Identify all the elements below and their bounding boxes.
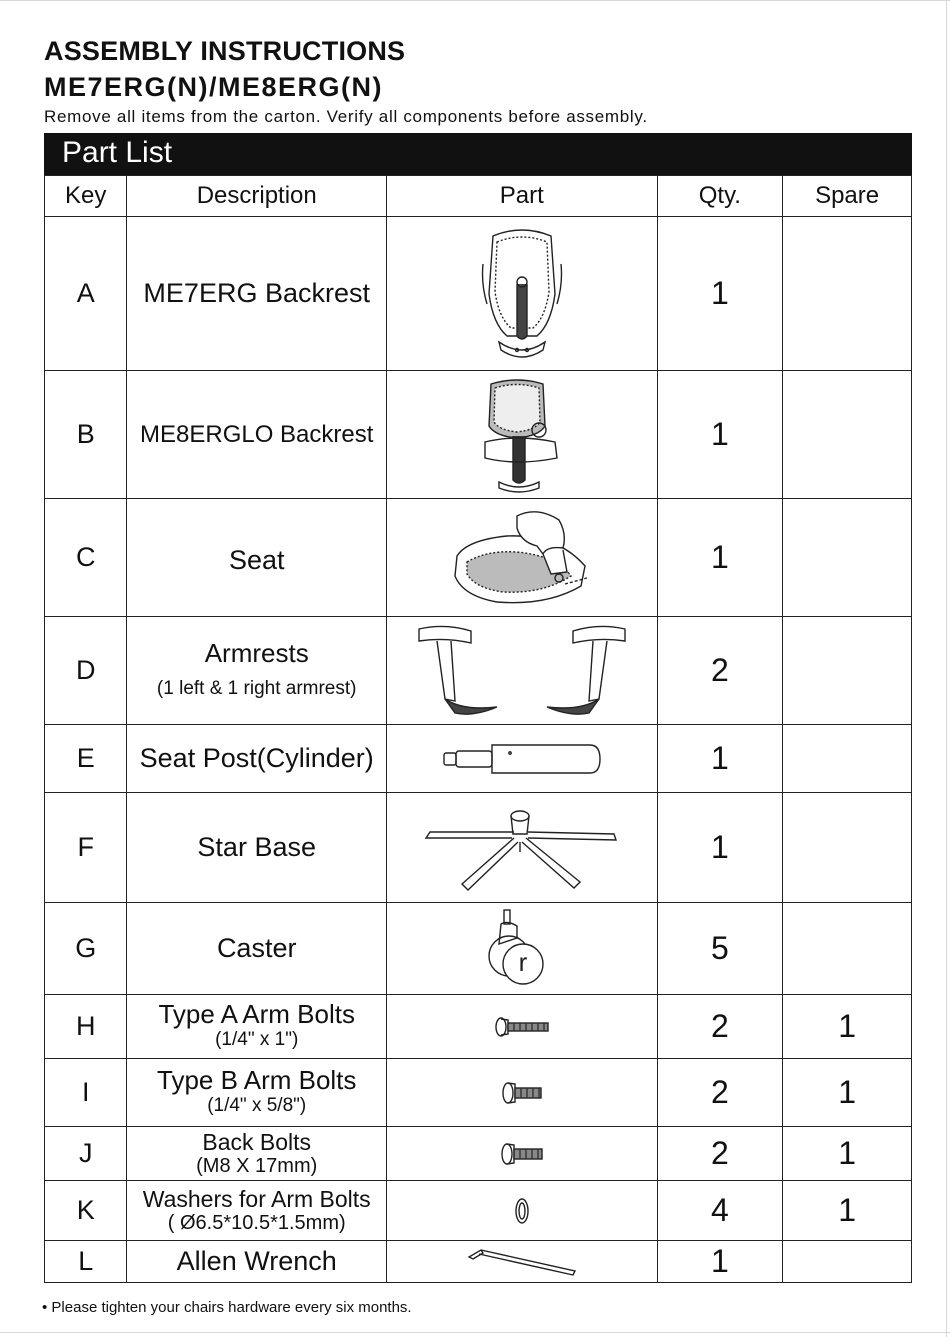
table-row: [45, 617, 912, 725]
description-text: Type B Arm Bolts: [157, 1064, 357, 1095]
description-text: Seat Post(Cylinder): [139, 743, 374, 774]
row-part: [386, 1127, 657, 1181]
table-row: [45, 725, 912, 793]
row-description: [127, 1181, 386, 1241]
row-qty: 4: [657, 1181, 783, 1241]
page-border-bottom: [0, 1332, 950, 1333]
page-border-top: [0, 0, 950, 1]
row-part: [386, 995, 657, 1059]
header-part: Part: [386, 176, 657, 217]
description-text: Star Base: [197, 832, 316, 863]
row-description: [127, 793, 386, 903]
row-key: L: [45, 1241, 127, 1283]
bolt-long-icon: [492, 1015, 552, 1039]
table-row: [45, 371, 912, 499]
seat-icon: [447, 506, 597, 610]
row-qty: 5: [657, 903, 783, 995]
description-text: Back Bolts: [202, 1129, 312, 1156]
row-part: [386, 1241, 657, 1283]
row-spare: [783, 217, 912, 371]
row-qty: 1: [657, 499, 783, 617]
row-part: [386, 1059, 657, 1127]
row-key: A: [45, 217, 127, 371]
table-row: [45, 217, 912, 371]
row-part: [386, 617, 657, 725]
header-key: Key: [45, 176, 127, 217]
table-row: [45, 1181, 912, 1241]
row-spare: [783, 903, 912, 995]
row-spare: 1: [783, 995, 912, 1059]
description-text: Caster: [216, 933, 297, 964]
cylinder-icon: [440, 741, 604, 777]
row-key: K: [45, 1181, 127, 1241]
row-qty: 1: [657, 371, 783, 499]
description-text: Washers for Arm Bolts: [142, 1186, 371, 1213]
row-key: J: [45, 1127, 127, 1181]
description-text: ME7ERG Backrest: [143, 278, 370, 309]
document-title: ASSEMBLY INSTRUCTIONS: [44, 36, 406, 66]
row-part: [386, 1181, 657, 1241]
row-key: I: [45, 1059, 127, 1127]
armrests-icon: [415, 621, 629, 721]
description-text: ME8ERGLO Backrest: [140, 420, 374, 448]
row-description: [127, 1059, 386, 1127]
row-spare: [783, 725, 912, 793]
backrest-icon: [477, 224, 567, 364]
section-banner: [44, 133, 912, 175]
header-description: Description: [127, 176, 386, 217]
row-description: [127, 903, 386, 995]
row-qty: 1: [657, 217, 783, 371]
row-description: [127, 617, 386, 725]
row-part: [386, 217, 657, 371]
washer-icon: [512, 1195, 532, 1227]
row-spare: 1: [783, 1181, 912, 1241]
description-subtext: (1 left & 1 right armrest): [156, 677, 357, 699]
back-bolt-icon: [498, 1141, 546, 1167]
star-base-icon: [422, 798, 622, 898]
description-text: Allen Wrench: [176, 1246, 337, 1277]
table-row: [45, 1127, 912, 1181]
bolt-short-icon: [499, 1080, 545, 1106]
caster-label: r: [518, 946, 528, 977]
row-key: D: [45, 617, 127, 725]
row-description: [127, 1241, 386, 1283]
row-qty: 2: [657, 617, 783, 725]
row-key: G: [45, 903, 127, 995]
row-description: [127, 371, 386, 499]
description-subtext: (M8 X 17mm): [196, 1154, 318, 1177]
row-spare: [783, 793, 912, 903]
row-qty: 1: [657, 725, 783, 793]
row-key: H: [45, 995, 127, 1059]
table-row: [45, 793, 912, 903]
row-spare: 1: [783, 1127, 912, 1181]
table-row: [45, 1059, 912, 1127]
row-part: [386, 793, 657, 903]
description-text: Type A Arm Bolts: [158, 998, 355, 1029]
table-row: [45, 995, 912, 1059]
row-qty: 2: [657, 1059, 783, 1127]
parts-table: [44, 175, 912, 1283]
header-qty: Qty.: [657, 176, 783, 217]
description-text: Armrests: [204, 637, 309, 668]
row-key: C: [45, 499, 127, 617]
row-part: [386, 903, 657, 995]
row-part: [386, 371, 657, 499]
header-spare: Spare: [783, 176, 912, 217]
maintenance-note: • Please tighten your chairs hardware every six months.: [42, 1299, 412, 1316]
row-spare: 1: [783, 1059, 912, 1127]
row-qty: 1: [657, 1241, 783, 1283]
description-subtext: (1/4" x 5/8"): [207, 1094, 307, 1116]
allen-wrench-icon: [467, 1247, 577, 1277]
description-subtext: (1/4" x 1"): [215, 1028, 299, 1050]
backrest-low-icon: [477, 376, 567, 494]
description-subtext: ( Ø6.5*10.5*1.5mm): [167, 1211, 346, 1234]
row-description: [127, 499, 386, 617]
row-spare: [783, 1241, 912, 1283]
row-part: [386, 725, 657, 793]
row-description: [127, 1127, 386, 1181]
row-description: [127, 725, 386, 793]
row-key: E: [45, 725, 127, 793]
row-spare: [783, 371, 912, 499]
row-qty: 1: [657, 793, 783, 903]
row-spare: [783, 617, 912, 725]
page-border-right: [946, 0, 947, 1337]
row-part: [386, 499, 657, 617]
table-header-row: [45, 176, 912, 217]
table-row: [45, 903, 912, 995]
row-key: F: [45, 793, 127, 903]
description-text: Seat: [228, 545, 285, 576]
table-row: [45, 1241, 912, 1283]
row-spare: [783, 499, 912, 617]
row-description: [127, 995, 386, 1059]
row-qty: 2: [657, 1127, 783, 1181]
row-qty: 2: [657, 995, 783, 1059]
table-row: [45, 499, 912, 617]
row-description: [127, 217, 386, 371]
section-title: Part List: [62, 136, 173, 169]
caster-icon: [487, 908, 557, 990]
row-key: B: [45, 371, 127, 499]
instruction-subtitle: Remove all items from the carton. Verify all components before assembly.: [44, 107, 648, 126]
model-numbers: ME7ERG(N)/ME8ERG(N): [44, 72, 384, 102]
